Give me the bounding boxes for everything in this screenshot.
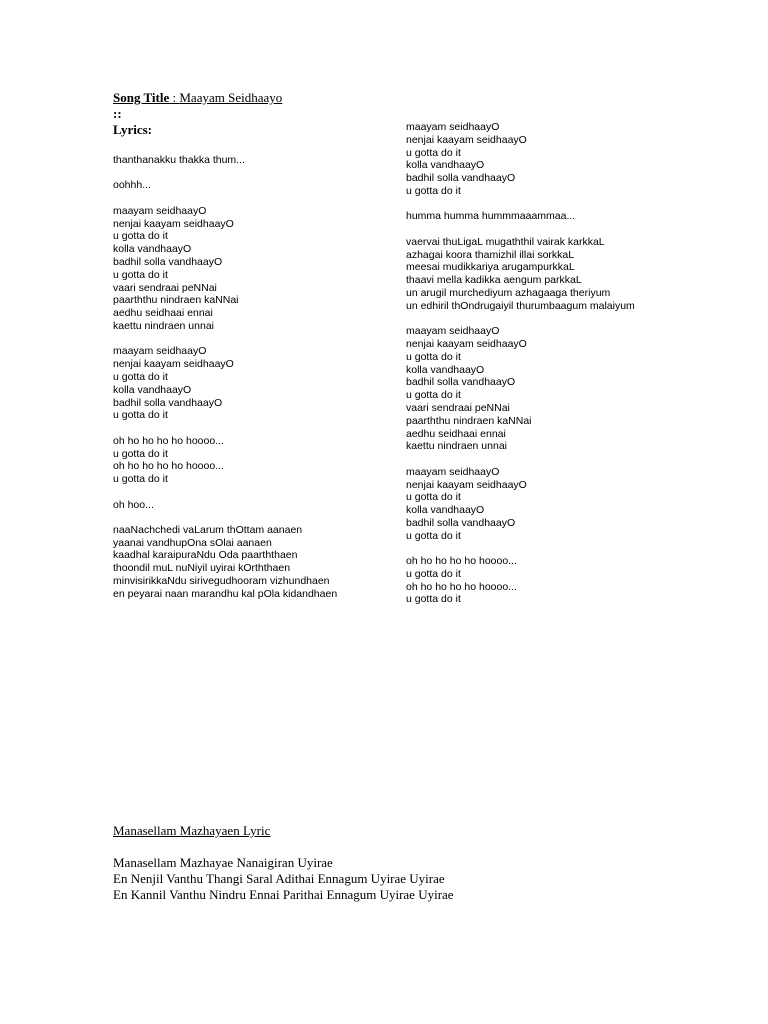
lyric-line: u gotta do it (406, 389, 461, 402)
lyric-line: oh hoo... (113, 498, 154, 511)
title-colons: :: (113, 106, 122, 121)
lyric-stanza (113, 345, 337, 422)
lyric-line: minvisirikkaNdu sirivegudhooram vizhundhaen (113, 575, 330, 588)
lyric-line: thanthanakku thakka thum... (113, 154, 245, 166)
lyric-line: u gotta do it (113, 268, 168, 281)
lyric-line: kolla vandhaayO (406, 363, 485, 376)
lyric-line: kolla vandhaayO (113, 243, 192, 256)
lyric-line: nenjai kaayam seidhaayO (113, 358, 234, 371)
lyric-line: u gotta do it (406, 567, 461, 580)
lyric-line: en peyarai naan marandhu kal pOla kidandhaen (113, 587, 338, 600)
lyric-line: badhil solla vandhaayO (113, 396, 223, 409)
second-song-title: Manasellam Mazhayaen Lyric (113, 823, 271, 838)
lyric-line: nenjai kaayam seidhaayO (113, 217, 234, 230)
song-header (113, 90, 282, 138)
lyric-line: kaettu nindraen unnai (113, 319, 214, 332)
lyric-line: badhil solla vandhaayO (406, 376, 516, 389)
lyrics-label: Lyrics: (113, 122, 152, 137)
lyric-line: oohhh... (113, 179, 151, 192)
lyric-line: u gotta do it (406, 184, 461, 197)
lyrics-right-column (406, 121, 635, 619)
lyrics-left-column (113, 154, 337, 613)
lyric-line: kolla vandhaayO (406, 504, 485, 517)
lyric-line: naaNachchedi vaLarum thOttam aanaen (113, 523, 303, 536)
lyric-line: maayam seidhaayO (406, 121, 500, 133)
lyric-line: u gotta do it (113, 447, 168, 460)
lyric-line: kaettu nindraen unnai (406, 440, 507, 453)
lyric-line: badhil solla vandhaayO (113, 255, 223, 268)
lyric-stanza (406, 325, 635, 453)
lyric-line: nenjai kaayam seidhaayO (406, 337, 527, 350)
lyric-line: kolla vandhaayO (406, 159, 485, 172)
song-title-label: Song Title (113, 90, 170, 105)
lyric-line: thaavi mella kadikka aengum parkkaL (406, 274, 582, 287)
second-song-lyrics (113, 855, 454, 903)
song-title-value: Maayam Seidhaayo (179, 90, 283, 105)
lyric-line: maayam seidhaayO (113, 345, 207, 358)
lyric-line: oh ho ho ho ho hoooo... (406, 555, 517, 568)
lyric-line: badhil solla vandhaayO (406, 172, 516, 185)
lyric-line: meesai mudikkariya arugampurkkaL (406, 261, 575, 274)
lyric-stanza (406, 466, 635, 543)
lyric-stanza (113, 179, 337, 192)
lyric-line: u gotta do it (406, 529, 461, 542)
lyric-line: u gotta do it (406, 350, 461, 363)
second-song-line: En Nenjil Vanthu Thangi Saral Adithai Ennagum Uyirae Uyirae (113, 871, 445, 886)
song-title-line: Song Title : Maayam Seidhaayo (113, 90, 283, 105)
lyric-line: maayam seidhaayO (113, 204, 207, 217)
lyric-line: aedhu seidhaai ennai (113, 307, 213, 320)
lyric-stanza (113, 435, 337, 486)
lyric-line: yaanai vandhupOna sOlai aanaen (113, 536, 272, 549)
lyric-line: u gotta do it (406, 491, 461, 504)
lyric-line: vaari sendraai peNNai (406, 401, 510, 414)
lyric-line: un arugil murchediyum azhagaaga theriyum (406, 286, 611, 299)
lyric-stanza (406, 236, 635, 313)
lyric-stanza (406, 210, 635, 223)
lyric-line: nenjai kaayam seidhaayO (406, 478, 527, 491)
lyric-line: maayam seidhaayO (406, 325, 500, 338)
lyric-stanza (113, 524, 337, 601)
second-song-line: En Kannil Vanthu Nindru Ennai Parithai Ennagum Uyirae Uyirae (113, 887, 454, 902)
second-song-section (113, 823, 454, 903)
lyric-line: oh ho ho ho ho hoooo... (113, 460, 224, 473)
lyric-stanza (113, 499, 337, 512)
lyric-line: azhagai koora thamizhil illai sorkkaL (406, 248, 575, 261)
lyric-line: u gotta do it (113, 473, 168, 486)
lyric-line: humma humma hummmaaammaa... (406, 210, 576, 223)
lyric-stanza (406, 121, 635, 198)
lyric-line: oh ho ho ho ho hoooo... (406, 580, 517, 593)
lyric-line: nenjai kaayam seidhaayO (406, 133, 527, 146)
lyric-line: kaadhal karaipuraNdu Oda paarththaen (113, 549, 298, 562)
lyric-stanza (113, 154, 337, 167)
lyric-line: vaari sendraai peNNai (113, 281, 217, 294)
lyric-line: u gotta do it (406, 146, 461, 159)
lyric-line: maayam seidhaayO (406, 465, 500, 478)
lyric-line: vaervai thuLigaL mugaththil vairak karkkaL (406, 235, 605, 248)
lyric-line: u gotta do it (113, 409, 168, 422)
lyric-line: un edhiril thOndrugaiyil thurumbaagum malaiyum (406, 299, 635, 312)
lyric-stanza (113, 205, 337, 333)
lyric-line: thoondil muL nuNiyil uyirai kOrththaen (113, 562, 291, 575)
lyric-line: u gotta do it (113, 370, 168, 383)
lyric-line: badhil solla vandhaayO (406, 516, 516, 529)
lyric-stanza (406, 555, 635, 606)
lyric-line: aedhu seidhaai ennai (406, 427, 506, 440)
lyric-line: paarththu nindraen kaNNai (406, 414, 532, 427)
lyric-line: kolla vandhaayO (113, 383, 192, 396)
lyric-line: paarththu nindraen kaNNai (113, 294, 239, 307)
lyric-line: u gotta do it (406, 593, 461, 606)
lyric-line: u gotta do it (113, 230, 168, 243)
lyric-line: oh ho ho ho ho hoooo... (113, 434, 224, 447)
second-song-line: Manasellam Mazhayae Nanaigiran Uyirae (113, 855, 333, 870)
